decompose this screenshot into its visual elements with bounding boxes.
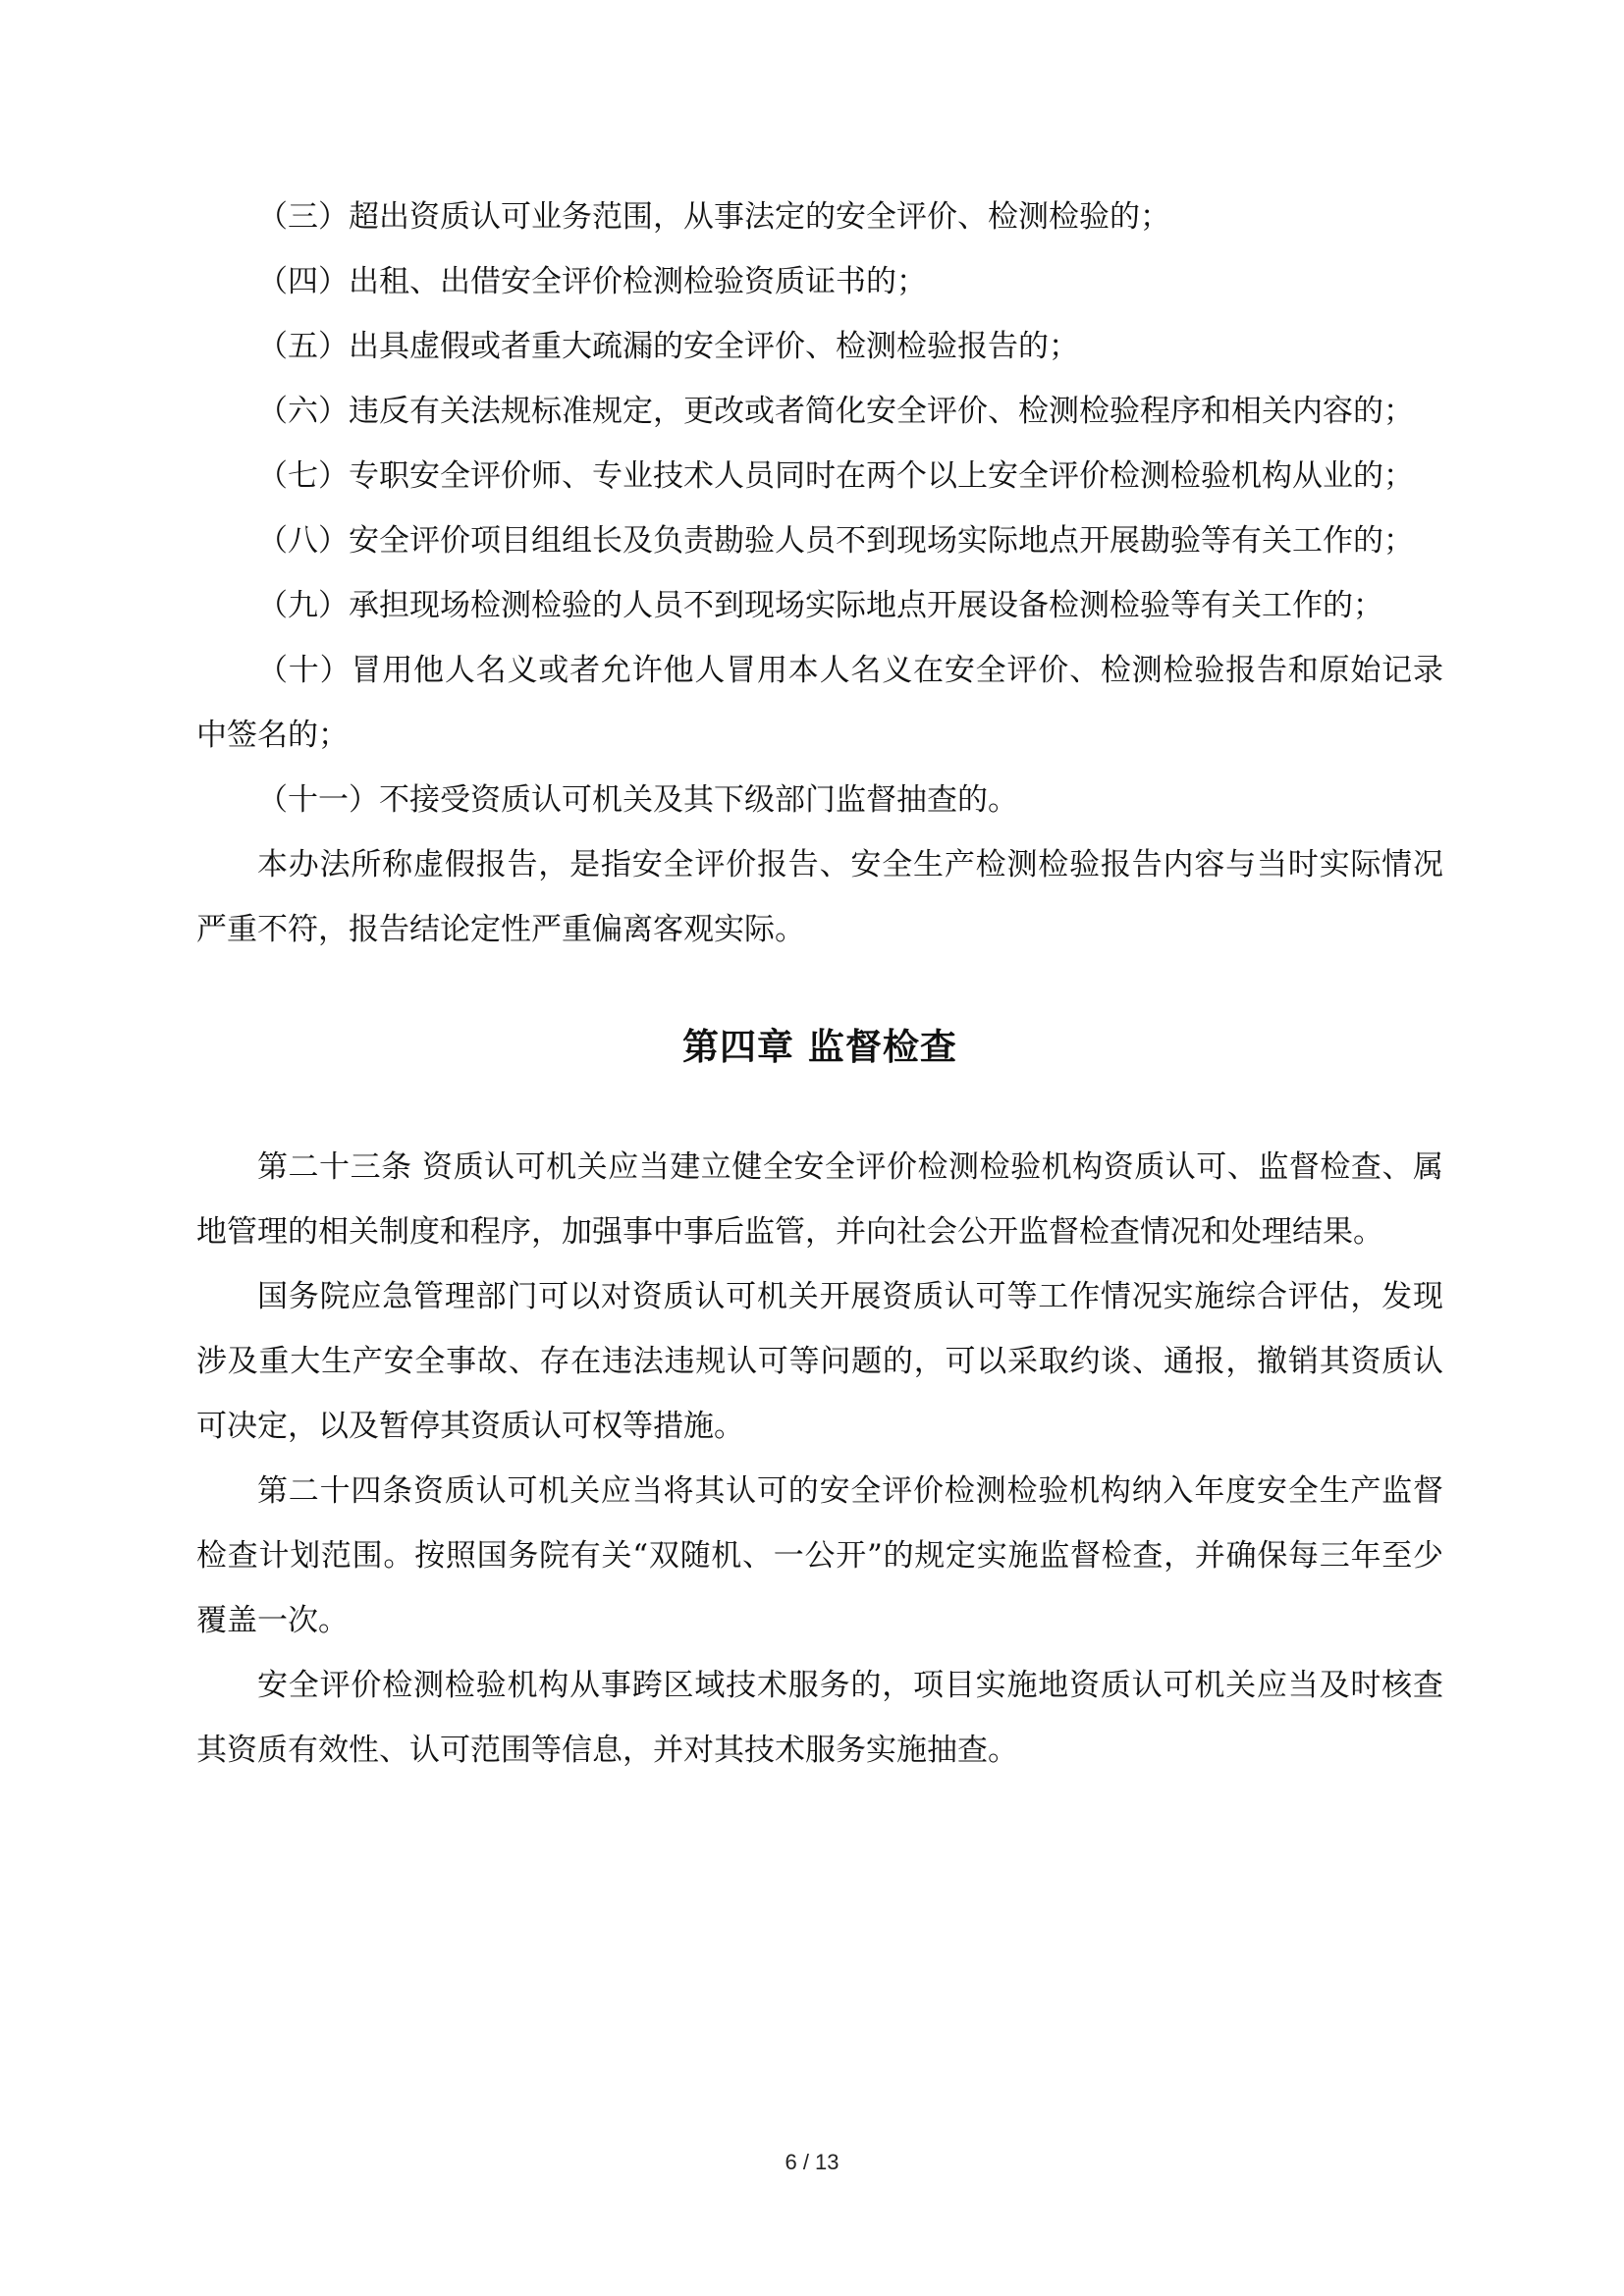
paragraph-article-24: 第二十四条资质认可机关应当将其认可的安全评价检测检验机构纳入年度安全生产监督检查计划范围。按照国务院有关“双随机、一公开”的规定实施监督检查，并确保每三年至少覆盖一次。 xyxy=(196,1473,1443,1638)
paragraph-article-23: 第二十三条 资质认可机关应当建立健全安全评价检测检验机构资质认可、监督检查、属地管理的相关制度和程序，加强事中事后监管，并向社会公开监督检查情况和处理结果。 xyxy=(196,1149,1443,1250)
paragraph-item-4: （四）出租、出借安全评价检测检验资质证书的； xyxy=(257,264,927,299)
paragraph-item-5: （五）出具虚假或者重大疏漏的安全评价、检测检验报告的； xyxy=(257,329,1079,364)
paragraph-item-6: （六）违反有关法规标准规定，更改或者简化安全评价、检测检验程序和相关内容的； xyxy=(257,394,1414,429)
paragraph-item-8: （八）安全评价项目组组长及负责勘验人员不到现场实际地点开展勘验等有关工作的； xyxy=(257,523,1414,559)
paragraph-item-7: （七）专职安全评价师、专业技术人员同时在两个以上安全评价检测检验机构从业的； xyxy=(257,458,1414,494)
paragraph-item-10: （十）冒用他人名义或者允许他人冒用本人名义在安全评价、检测检验报告和原始记录中签名的； xyxy=(196,653,1443,753)
page-number: 6 / 13 xyxy=(785,2150,839,2174)
paragraph-item-11: （十一）不接受资质认可机关及其下级部门监督抽查的。 xyxy=(257,782,1018,818)
chapter-title: 第四章 监督检查 xyxy=(682,1026,957,1068)
paragraph-item-3: （三）超出资质认可业务范围，从事法定的安全评价、检测检验的； xyxy=(257,199,1170,235)
paragraph-definition: 本办法所称虚假报告，是指安全评价报告、安全生产检测检验报告内容与当时实际情况严重不符，报告结论定性严重偏离客观实际。 xyxy=(196,847,1443,947)
paragraph-state-council: 国务院应急管理部门可以对资质认可机关开展资质认可等工作情况实施综合评估，发现涉及重大生产安全事故、存在违法违规认可等问题的，可以采取约谈、通报，撤销其资质认可决定，以及暂停其资质认可权等措施。 xyxy=(196,1279,1443,1444)
paragraph-item-9: （九）承担现场检测检验的人员不到现场实际地点开展设备检测检验等有关工作的； xyxy=(257,588,1383,623)
paragraph-cross-region: 安全评价检测检验机构从事跨区域技术服务的，项目实施地资质认可机关应当及时核查其资质有效性、认可范围等信息，并对其技术服务实施抽查。 xyxy=(196,1668,1443,1768)
document-body xyxy=(196,185,1443,1783)
